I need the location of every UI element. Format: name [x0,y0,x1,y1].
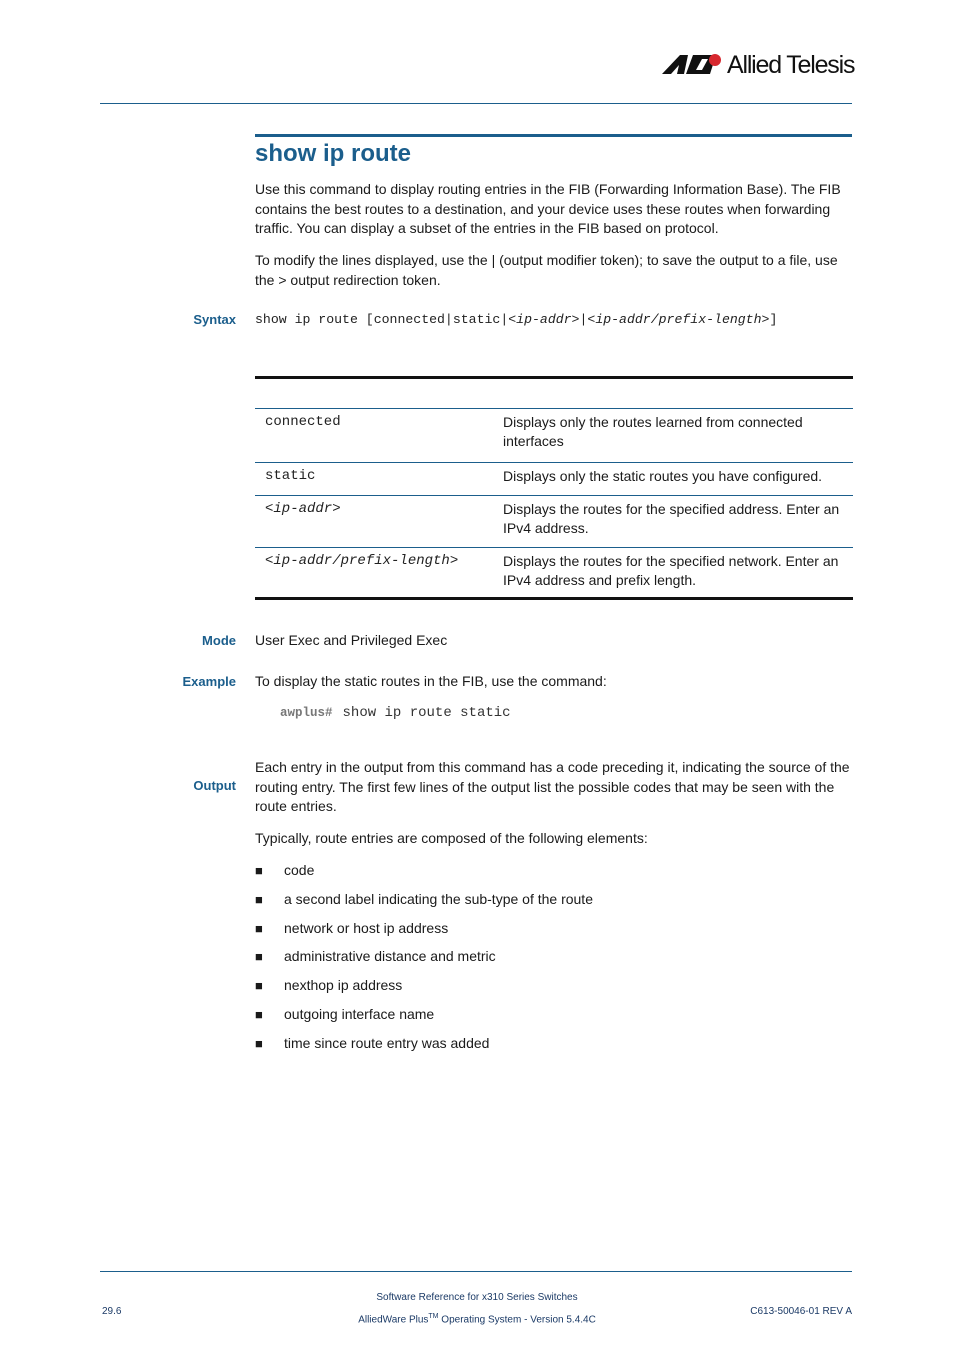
list-item-text: a second label indicating the sub-type of the route [284,890,593,907]
bullet-square-icon: ■ [255,863,263,878]
param-description: Displays the routes for the specified address. Enter an IPv4 address. [503,501,840,536]
route-elements-list [255,861,593,1063]
footer-product: AlliedWare Plus [358,1314,429,1326]
param-description: Displays the routes for the specified network. Enter an IPv4 address and prefix length. [503,553,839,588]
page-number: 29.6 [102,1306,122,1317]
list-item [255,861,593,890]
table-row [255,495,853,547]
logo-text: Allied Telesis [727,51,855,79]
trademark: TM [428,1313,439,1320]
list-item-text: network or host ip address [284,919,449,936]
param-name: <ip-addr> [265,501,341,517]
header-divider [100,103,852,104]
intro-paragraph-1: Use this command to display routing entries in the FIB (Forwarding Information Base). The FIB contains the best routes to a destination, and your device uses these routes when forwarding traffic. You can display a subset of the entries in the FIB based on protocol. [255,181,841,236]
footer-doc-title: Software Reference for x310 Series Switches [376,1292,578,1303]
param-name: connected [265,414,341,430]
list-item [255,890,593,919]
list-item-text: outgoing interface name [284,1005,435,1022]
footer-version: Operating System - Version 5.4.4C [438,1314,596,1326]
syntax-suffix: ] [769,312,778,327]
intro-paragraph-2: To modify the lines displayed, use the | (output modifier token); to save the output to a file, use the > output redirection token. [255,252,838,288]
output-paragraph-2: Typically, route entries are composed of the following elements: [255,830,648,846]
table-bottom-border [255,597,853,600]
table-top-border [255,376,853,379]
doc-id: C613-50046-01 REV A [750,1306,852,1317]
bullet-square-icon: ■ [255,920,263,936]
parameter-table [255,408,853,599]
bullet-square-icon: ■ [255,978,263,994]
mode-label: Mode [202,633,236,648]
list-item-text: administrative distance and metric [284,948,496,965]
list-item-text: code [284,862,315,878]
syntax-separator: | [579,312,588,327]
bullet-square-icon: ■ [255,891,263,907]
bullet-square-icon: ■ [255,949,263,965]
table-row [255,547,853,599]
list-item [255,919,593,948]
logo-mark-icon [660,50,724,80]
table-row [255,462,853,495]
mode-text: User Exec and Privileged Exec [255,632,448,648]
list-item [255,1005,593,1034]
footer-divider [100,1271,852,1272]
table-row [255,408,853,462]
output-paragraph-1: Each entry in the output from this command has a code preceding it, indicating the source of the routing entry. The first few lines of the output list the possible codes that may be seen with the route entries. [255,759,850,814]
syntax-arg-ip-addr: <ip-addr> [508,312,580,327]
list-item [255,976,593,1005]
output-label: Output [193,778,236,793]
param-name: static [265,468,316,484]
list-item [255,947,593,976]
syntax-label: Syntax [193,312,236,327]
example-command: show ip route static [342,705,511,721]
command-prompt: awplus# [280,706,333,720]
param-name: <ip-addr/prefix-length> [265,553,459,569]
param-description: Displays only the routes learned from connected interfaces [503,414,803,449]
list-item [255,1034,593,1063]
example-text: To display the static routes in the FIB, use the command: [255,673,607,689]
list-item-text: time since route entry was added [284,1034,490,1051]
bullet-square-icon: ■ [255,1006,263,1022]
syntax-prefix: show ip route [connected|static| [255,312,509,327]
param-description: Displays only the static routes you have configured. [503,468,823,484]
example-label: Example [182,674,236,689]
title-divider [255,134,852,137]
allied-telesis-logo [660,50,855,80]
page-title: show ip route [255,140,411,167]
syntax-line [255,312,777,327]
list-item-text: nexthop ip address [284,977,403,994]
example-code [280,705,511,721]
syntax-arg-prefix: <ip-addr/prefix-length> [587,312,770,327]
bullet-square-icon: ■ [255,1035,263,1051]
